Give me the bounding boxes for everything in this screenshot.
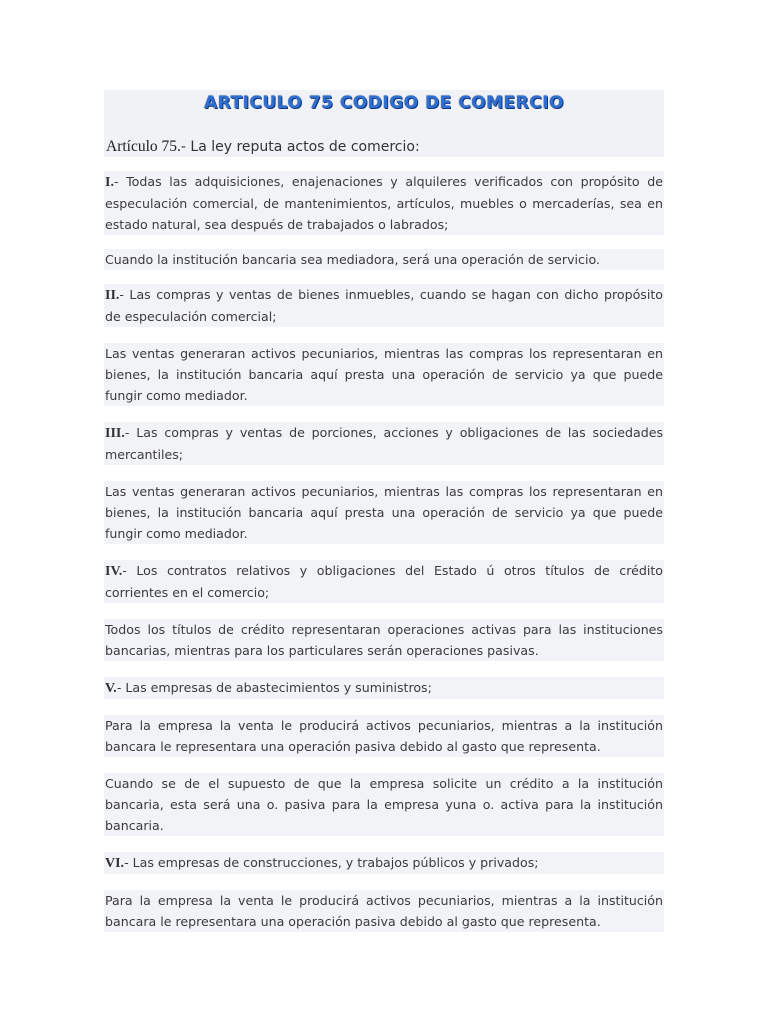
paragraph-text: Las ventas generaran activos pecuniarios, mientras las compras los representaran en bienes, la institución bancaria aquí presta una operación de servicio ya que puede fungir como mediador.: [105, 484, 663, 541]
paragraph-text: Para la empresa la venta le producirá activos pecuniarios, mientras a la institución bancara le representara una operación pasiva debido al gasto que representa.: [105, 893, 663, 929]
paragraph-fraction-v: [104, 677, 664, 699]
paragraph-text: - Las empresas de construcciones, y trabajos públicos y privados;: [124, 855, 539, 870]
fraction-number: VI.: [105, 856, 125, 871]
article-label: Artículo 75.: [106, 138, 181, 155]
paragraph-text: Todos los títulos de crédito representaran operaciones activas para las instituciones bancarias, mientras para los particulares serán operaciones pasivas.: [105, 622, 663, 658]
paragraph-fraction-i: [104, 171, 664, 235]
fraction-number: II.: [105, 288, 120, 303]
paragraph-text: Cuando se de el supuesto de que la empresa solicite un crédito a la institución bancaria, esta será una o. pasiva para la empresa yuna o. activa para la institución bancaria.: [105, 776, 663, 833]
paragraph-text: - Los contratos relativos y obligaciones del Estado ú otros títulos de crédito corrientes en el comercio;: [105, 563, 663, 600]
fraction-number: III.: [105, 426, 125, 441]
paragraph-fraction-vi: [104, 852, 664, 874]
fraction-number: I.: [105, 175, 114, 190]
paragraph-comment: [104, 481, 664, 544]
document-title: ARTICULO 75 CODIGO DE COMERCIO: [204, 93, 564, 113]
paragraph-text: - Las compras y ventas de porciones, acciones y obligaciones de las sociedades mercantiles;: [105, 425, 663, 462]
paragraph-text: - Las empresas de abastecimientos y suministros;: [116, 680, 432, 695]
fraction-number: V.: [105, 681, 117, 696]
paragraph-fraction-ii: [104, 284, 664, 327]
fraction-number: IV.: [105, 564, 123, 579]
paragraph-comment: [104, 343, 664, 406]
paragraph-fraction-iv: [104, 560, 664, 603]
paragraph-text: Cuando la institución bancaria sea mediadora, será una operación de servicio.: [105, 252, 600, 267]
paragraph-comment: [104, 715, 664, 757]
article-lead: [104, 137, 664, 157]
document-content: [104, 90, 664, 932]
paragraph-text: Las ventas generaran activos pecuniarios, mientras las compras los representaran en bienes, la institución bancaria aquí presta una operación de servicio ya que puede fungir como mediador.: [105, 346, 663, 403]
paragraph-text: - Todas las adquisiciones, enajenaciones y alquileres verificados con propósito de especulación comercial, de mantenimientos, artículos, muebles o mercaderías, sea en estado natural, sea después de trabajados o labrados;: [105, 174, 663, 232]
paragraph-comment: [104, 619, 664, 661]
paragraph-text: Para la empresa la venta le producirá activos pecuniarios, mientras a la institución bancara le representara una operación pasiva debido al gasto que representa.: [105, 718, 663, 754]
article-lead-text: - La ley reputa actos de comercio:: [180, 139, 420, 155]
paragraph-comment: [104, 249, 664, 270]
paragraph-fraction-iii: [104, 422, 664, 465]
paragraph-comment: [104, 890, 664, 932]
paragraph-text: - Las compras y ventas de bienes inmuebles, cuando se hagan con dicho propósito de especulación comercial;: [105, 287, 663, 324]
paragraph-comment: [104, 773, 664, 836]
